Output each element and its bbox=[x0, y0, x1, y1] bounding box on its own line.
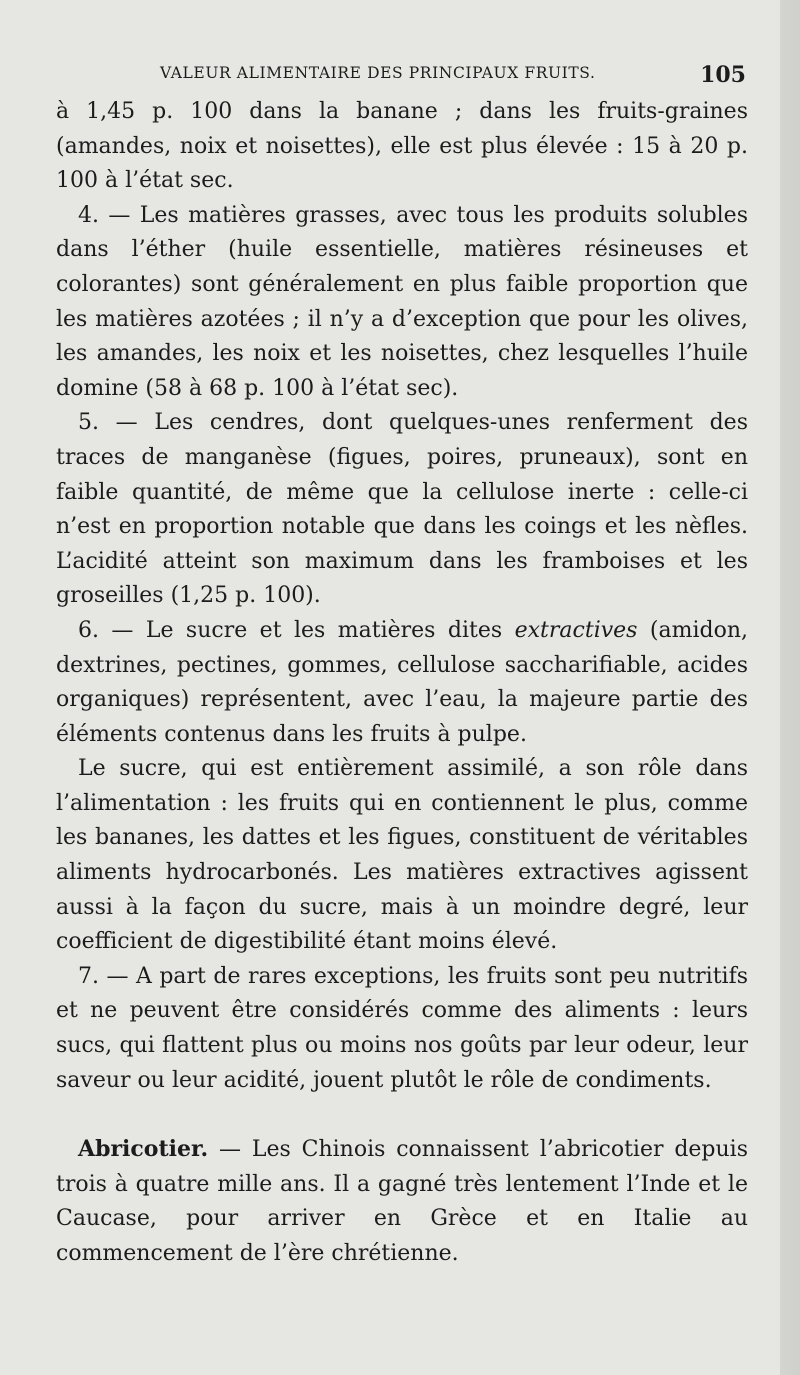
paragraph-sucre: Le sucre, qui est entièrement assimilé, a son rôle dans l’alimentation : les fruits qui en contiennent le plus, comme les bananes, les dattes et les figues, constituent de véritables aliments hydrocarbonés. Les matières extractives agissent aussi à la façon du sucre, mais à un moindre degré, leur coefficient de digestibilité étant moins élevé. bbox=[56, 756, 748, 955]
paragraph-4-fats: 4. — Les matières grasses, avec tous les produits solubles dans l’éther (huile essentielle, matières résineuses et colorantes) sont généralement en plus faible proportion que les matières azotées ; il n’y a d’exception que pour les olives, les amandes, les noix et les noisettes, chez lesquelles l’huile domine (58 à 68 p. 100 à l’état sec). bbox=[56, 202, 748, 401]
running-title: VALEUR ALIMENTAIRE DES PRINCIPAUX FRUITS. bbox=[160, 64, 596, 82]
paragraph-abricotier bbox=[56, 1132, 748, 1271]
paragraph-6-sugar bbox=[56, 614, 748, 752]
paragraph-continuation: à 1,45 p. 100 dans la banane ; dans les fruits-graines (amandes, noix et noisettes), elle est plus élevée : 15 à 20 p. 100 à l’état sec. bbox=[56, 99, 748, 194]
paragraph-7-nutrition: 7. — A part de rares exceptions, les fruits sont peu nutritifs et ne peuvent être considérés comme des aliments : leurs sucs, qui flattent plus ou moins nos goûts par leur odeur, leur saveur ou leur acidité, jouent plutôt le rôle de condiments. bbox=[56, 963, 748, 1093]
page-edge bbox=[780, 0, 800, 1375]
page-number: 105 bbox=[700, 62, 746, 88]
paragraph-6-text-a: 6. — Le sucre et les matières dites bbox=[78, 617, 515, 643]
page-header bbox=[160, 62, 746, 92]
entry-term-abricotier: Abricotier. bbox=[78, 1136, 209, 1163]
entry-text-abricotier: — Les Chinois connaissent l’abricotier depuis trois à quatre mille ans. Il a gagné très lentement l’Inde et le Caucase, pour arriver en Grèce et en Italie au commencement de l’ère chrétienne. bbox=[56, 1137, 748, 1266]
paragraph-6-text-b: (amidon, dextrines, pectines, gommes, cellulose saccharifiable, acides organiques) représentent, avec l’eau, la majeure partie des éléments contenus dans les fruits à pulpe. bbox=[56, 617, 748, 747]
paragraph-5-ashes: 5. — Les cendres, dont quelques-unes renferment des traces de manganèse (figues, poires, pruneaux), sont en faible quantité, de même que la cellulose inerte : celle-ci n’est en proportion notable que dans les coings et les nèfles. L’acidité atteint son maximum dans les framboises et les groseilles (1,25 p. 100). bbox=[56, 410, 748, 609]
italic-extractives: extractives bbox=[514, 617, 638, 643]
body-text bbox=[56, 95, 748, 1272]
